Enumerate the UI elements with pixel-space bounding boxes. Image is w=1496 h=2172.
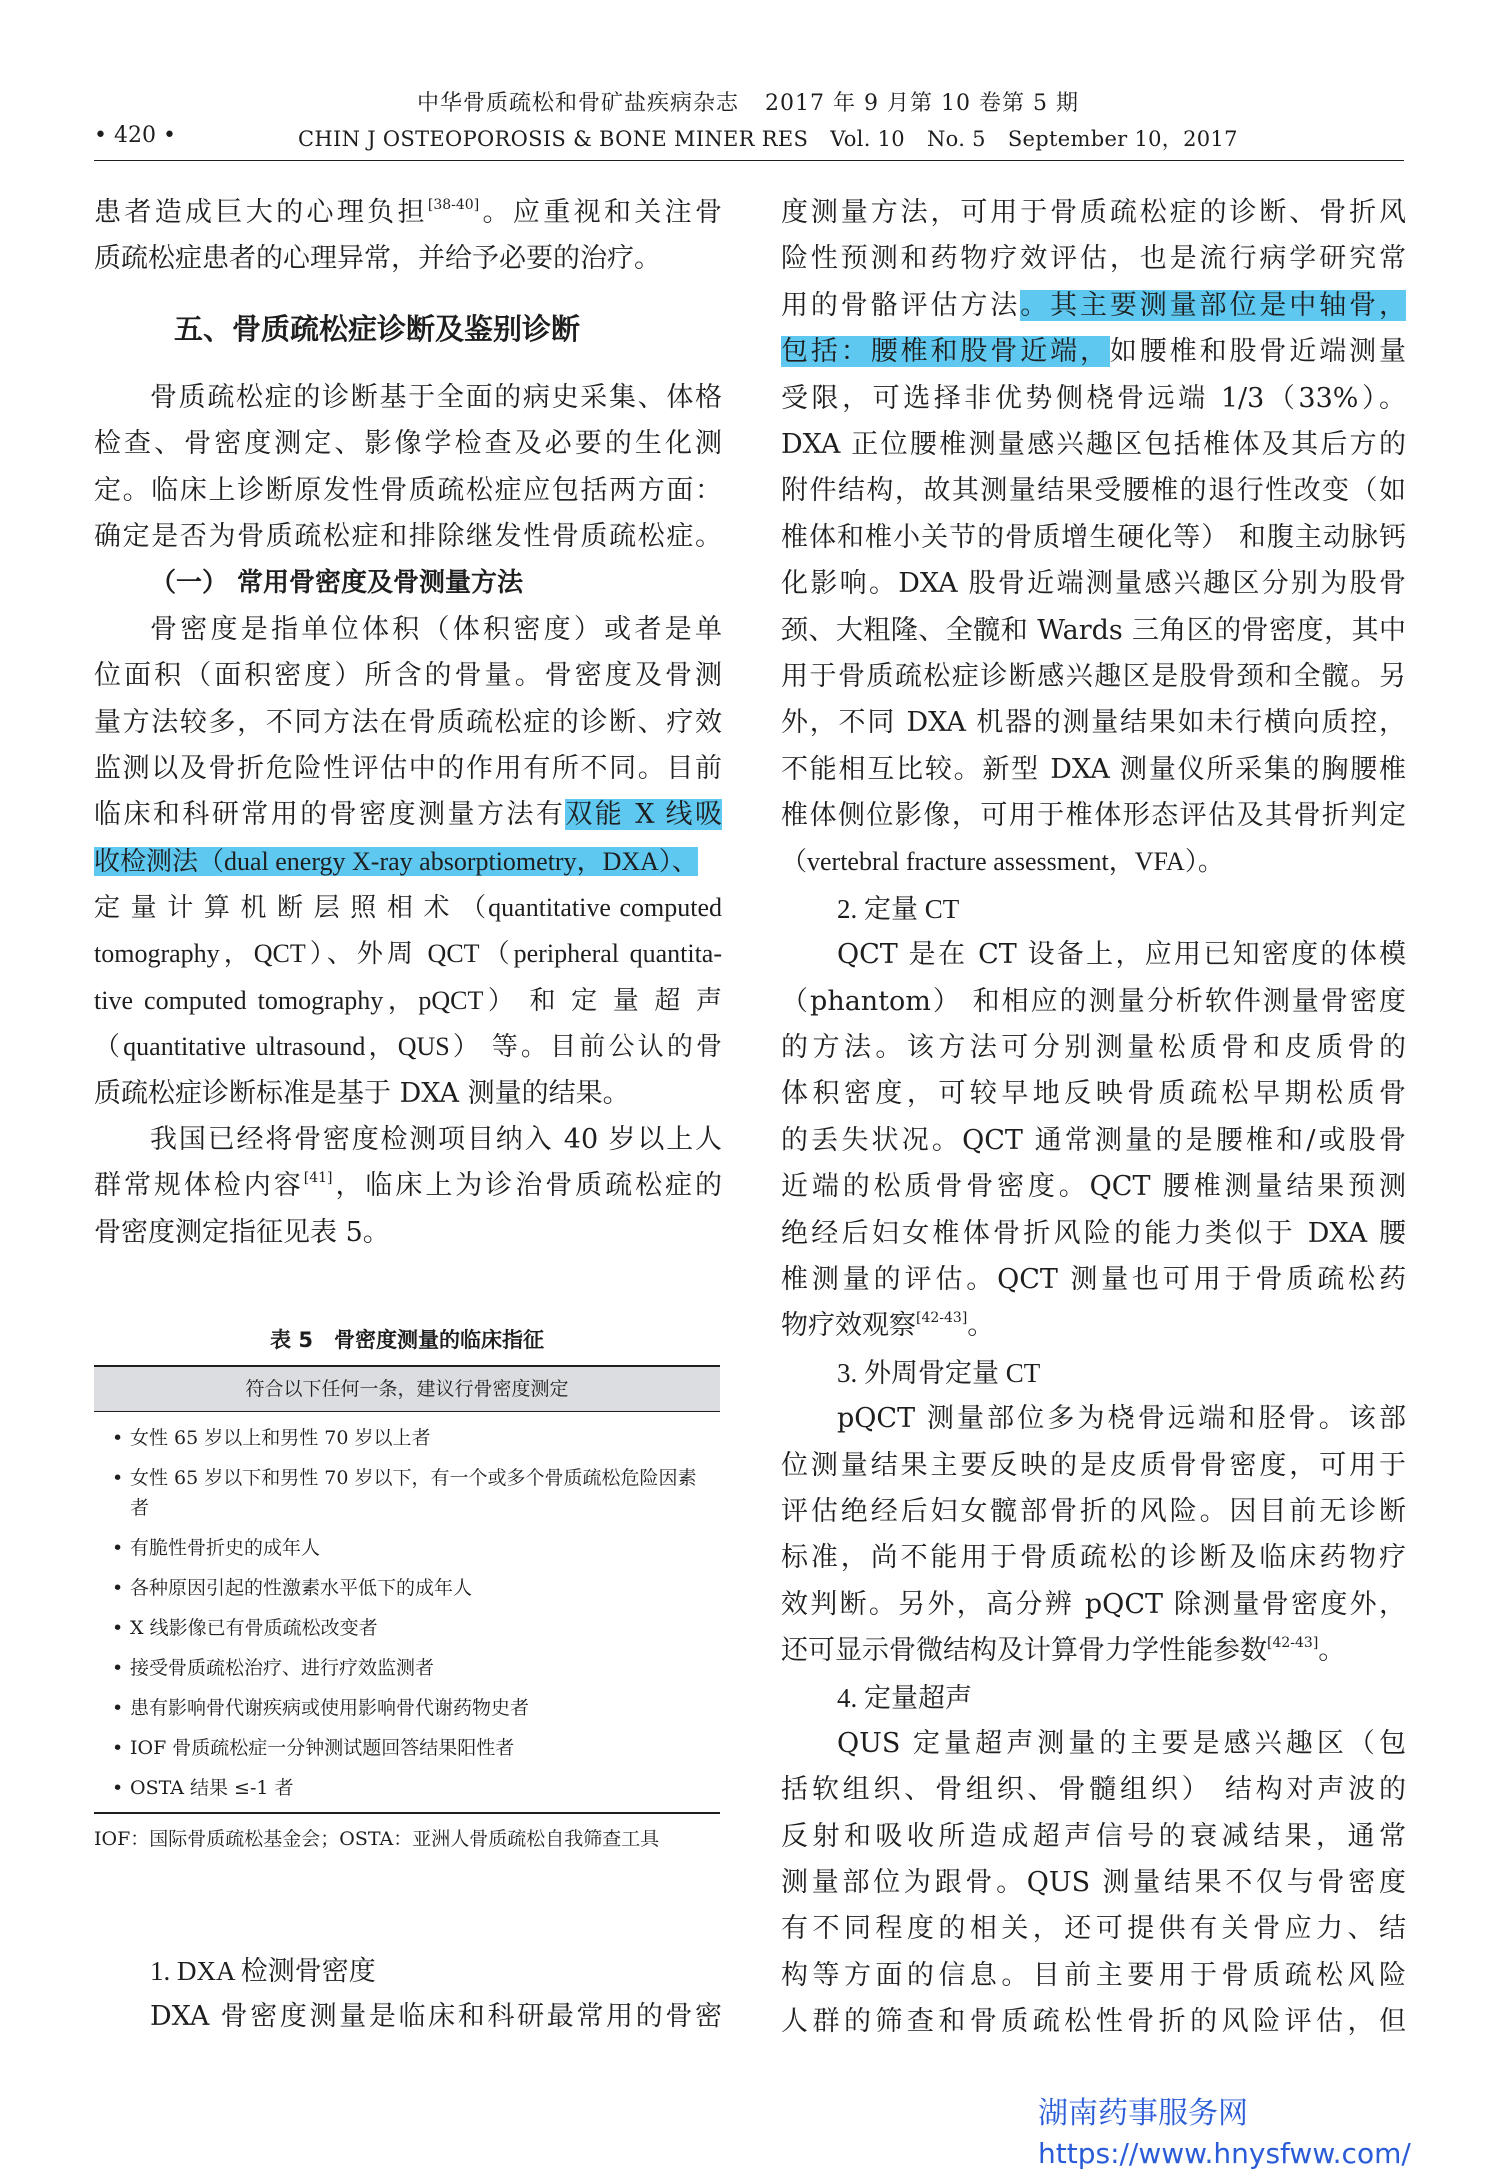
text-line: 骨质疏松症的诊断基于全面的病史采集、体格 bbox=[150, 381, 722, 413]
text-line: 附件结构，故其测量结果受腰椎的退行性改变（如 bbox=[781, 475, 1406, 507]
text-line: （quantitative ultrasound，QUS） 等。目前公认的骨 bbox=[94, 1032, 722, 1062]
text-line: 括软组织、骨组织、骨髓组织） 结构对声波的 bbox=[781, 1774, 1406, 1806]
text-line: 险性预测和药物疗效评估，也是流行病学研究常 bbox=[781, 243, 1406, 275]
text-line: QUS 定量超声测量的主要是感兴趣区（包 bbox=[837, 1727, 1406, 1759]
text-line: 用于骨质疏松症诊断感兴趣区是股骨颈和全髋。另 bbox=[781, 660, 1406, 692]
text-line: 椎体和椎小关节的骨质增生硬化等） 和腹主动脉钙 bbox=[781, 521, 1406, 553]
text-line: 反射和吸收所造成超声信号的衰减结果，通常 bbox=[781, 1820, 1406, 1852]
watermark bbox=[1038, 2092, 1478, 2172]
page-number: • 420 • bbox=[94, 123, 176, 148]
table-5 bbox=[94, 1315, 720, 1856]
watermark-url[interactable]: https://www.hnysfww.com/ bbox=[1038, 2137, 1411, 2170]
text-line: 颈、大粗隆、全髋和 Wards 三角区的骨密度，其中 bbox=[781, 614, 1406, 646]
text-line: 监测以及骨折危险性评估中的作用有所不同。目前 bbox=[94, 752, 722, 784]
text-line: pQCT 测量部位多为桡骨远端和胫骨。该部 bbox=[837, 1403, 1406, 1435]
subsection-heading: 1. DXA 检测骨密度 bbox=[150, 1956, 376, 1986]
issue-date: September 10，2017 bbox=[1007, 127, 1238, 151]
text-line: 的丢失状况。QCT 通常测量的是腰椎和/或股骨 bbox=[781, 1124, 1406, 1156]
bullet: • bbox=[112, 1467, 124, 1489]
text-line: tive computed tomography，pQCT） 和 定 量 超 声 bbox=[94, 985, 722, 1015]
subsection-heading: 4. 定量超声 bbox=[837, 1682, 972, 1713]
text-line: 标准，尚不能用于骨质疏松的诊断及临床药物疗 bbox=[781, 1542, 1406, 1574]
text-line: 评估绝经后妇女髋部骨折的风险。因目前无诊断 bbox=[781, 1495, 1406, 1527]
highlighted-text: 。其主要测量部位是中轴骨， bbox=[1020, 289, 1407, 321]
table-row: • 各种原因引起的性激素水平低下的成年人 bbox=[94, 1568, 720, 1608]
issue-number: No. 5 bbox=[926, 127, 986, 151]
text-line: 椎体侧位影像，可用于椎体形态评估及其骨折判定 bbox=[781, 800, 1406, 832]
text-line: 还可显示骨微结构及计算骨力学性能参数[42-43]。 bbox=[781, 1635, 1346, 1667]
text-line: QCT 是在 CT 设备上，应用已知密度的体模 bbox=[837, 939, 1406, 971]
volume: Vol. 10 bbox=[830, 127, 905, 151]
text-line: 近端的松质骨骨密度。QCT 腰椎测量结果预测 bbox=[781, 1171, 1406, 1203]
text-line: 的方法。该方法可分别测量松质骨和皮质骨的 bbox=[781, 1032, 1406, 1064]
text-line: 质疏松症诊断标准是基于 DXA 测量的结果。 bbox=[94, 1077, 630, 1109]
text-line: 定。临床上诊断原发性骨质疏松症应包括两方面： bbox=[94, 474, 722, 506]
text-line: 构等方面的信息。目前主要用于骨质疏松风险 bbox=[781, 1959, 1406, 1991]
highlighted-text: 收检测法（dual energy X-ray absorptiometry，DXA）、 bbox=[94, 846, 698, 876]
running-header-cn bbox=[0, 86, 1496, 117]
text-line: 量方法较多，不同方法在骨质疏松症的诊断、疗效 bbox=[94, 706, 722, 738]
bullet: • bbox=[112, 1427, 124, 1449]
right-column bbox=[781, 190, 1406, 2046]
table-row: • 有脆性骨折史的成年人 bbox=[94, 1528, 720, 1568]
text-line: 椎测量的评估。QCT 测量也可用于骨质疏松药 bbox=[781, 1263, 1406, 1295]
subsection-heading: 3. 外周骨定量 CT bbox=[837, 1357, 1041, 1388]
bullet: • bbox=[112, 1777, 124, 1799]
table-row: • X 线影像已有骨质疏松改变者 bbox=[94, 1608, 720, 1648]
text-line: 度测量方法，可用于骨质疏松症的诊断、骨折风 bbox=[781, 197, 1406, 228]
text-line: 骨密度是指单位体积（体积密度）或者是单 bbox=[150, 613, 722, 645]
watermark-site-name: 湖南药事服务网 bbox=[1038, 2096, 1248, 2131]
table-row: • IOF 骨质疏松症一分钟测试题回答结果阳性者 bbox=[94, 1728, 720, 1768]
text-line: 位测量结果主要反映的是皮质骨骨密度，可用于 bbox=[781, 1449, 1406, 1481]
text-line: 受限，可选择非优势侧桡骨远端 1/3（33%）。 bbox=[781, 382, 1406, 414]
table-header: 符合以下任何一条，建议行骨密度测定 bbox=[94, 1365, 720, 1412]
citation: [42-43] bbox=[916, 1310, 968, 1327]
issue-info-cn: 2017 年 9 月第 10 卷第 5 期 bbox=[765, 91, 1079, 116]
text-line: 确定是否为骨质疏松症和排除继发性骨质疏松症。 bbox=[94, 520, 722, 552]
text-line: 效判断。另外，高分辨 pQCT 除测量骨密度外， bbox=[781, 1588, 1406, 1620]
journal-name-cn: 中华骨质疏松和骨矿盐疾病杂志 bbox=[417, 91, 740, 116]
text-line: 骨密度测定指征见表 5。 bbox=[94, 1216, 390, 1248]
left-column bbox=[94, 190, 722, 1256]
table-row: • 接受骨质疏松治疗、进行疗效监测者 bbox=[94, 1648, 720, 1688]
bullet: • bbox=[112, 1697, 124, 1719]
table-body bbox=[94, 1412, 720, 1814]
table-row: • OSTA 结果 ≤-1 者 bbox=[94, 1768, 720, 1808]
text-line: 群常规体检内容[41]，临床上为诊治骨质疏松症的 bbox=[94, 1170, 723, 1202]
text-line: 定 量 计 算 机 断 层 照 相 术 （quantitative computed bbox=[94, 893, 722, 923]
citation: [41] bbox=[303, 1170, 333, 1187]
header-rule bbox=[94, 160, 1404, 161]
text-line bbox=[94, 839, 722, 885]
text-line: 外，不同 DXA 机器的测量结果如未行横向质控， bbox=[781, 707, 1406, 739]
text-line: 用的骨骼评估方法。其主要测量部位是中轴骨， bbox=[781, 289, 1407, 321]
bullet: • bbox=[112, 1737, 124, 1759]
bullet: • bbox=[112, 1657, 124, 1679]
text-line: DXA 骨密度测量是临床和科研最常用的骨密 bbox=[150, 2001, 722, 2033]
table-row: • 女性 65 岁以下和男性 70 岁以下，有一个或多个骨质疏松危险因素者 bbox=[94, 1458, 720, 1528]
bullet: • bbox=[112, 1537, 124, 1559]
text-line: 患者造成巨大的心理负担[38-40]。应重视和关注骨 bbox=[94, 197, 723, 228]
left-column-lower bbox=[94, 1948, 722, 2041]
text-line: 测量部位为跟骨。QUS 测量结果不仅与骨密度 bbox=[781, 1867, 1406, 1899]
text-line: 有不同程度的相关，还可提供有关骨应力、结 bbox=[781, 1913, 1406, 1945]
subsection-heading: 2. 定量 CT bbox=[837, 893, 960, 924]
subsection-title: （一） 常用骨密度及骨测量方法 bbox=[150, 568, 524, 599]
bullet: • bbox=[112, 1617, 124, 1639]
highlighted-text: 双能 X 线吸 bbox=[565, 799, 723, 831]
text-line: tomography，QCT）、外周 QCT（peripheral quantita- bbox=[94, 939, 722, 969]
citation: [38-40] bbox=[427, 197, 480, 213]
text-line: 位面积（面积密度）所含的骨量。骨密度及骨测 bbox=[94, 660, 722, 692]
text-line: 物疗效观察[42-43]。 bbox=[781, 1310, 995, 1342]
text-line: 检查、骨密度测定、影像学检查及必要的生化测 bbox=[94, 428, 722, 460]
text-line: DXA 正位腰椎测量感兴趣区包括椎体及其后方的 bbox=[781, 428, 1406, 460]
text-line: 质疏松症患者的心理异常，并给予必要的治疗。 bbox=[94, 243, 661, 275]
text-line: 体积密度，可较早地反映骨质疏松早期松质骨 bbox=[781, 1078, 1406, 1110]
citation: [42-43] bbox=[1267, 1635, 1319, 1652]
text-line: 人群的筛查和骨质疏松性骨折的风险评估，但 bbox=[781, 2006, 1406, 2038]
text-line: 绝经后妇女椎体骨折风险的能力类似于 DXA 腰 bbox=[781, 1217, 1406, 1249]
text-line: 化影响。DXA 股骨近端测量感兴趣区分别为股骨 bbox=[781, 568, 1406, 600]
text-line: （vertebral fracture assessment，VFA）。 bbox=[781, 847, 1224, 877]
table-title: 表 5 骨密度测量的临床指征 bbox=[270, 1328, 544, 1352]
table-row: • 患有影响骨代谢疾病或使用影响骨代谢药物史者 bbox=[94, 1688, 720, 1728]
text-line: 包括：腰椎和股骨近端，如腰椎和股骨近端测量 bbox=[781, 336, 1407, 368]
text-line: （phantom） 和相应的测量分析软件测量骨密度 bbox=[781, 985, 1406, 1017]
bullet: • bbox=[112, 1577, 124, 1599]
text-line: 不能相互比较。新型 DXA 测量仪所采集的胸腰椎 bbox=[781, 753, 1406, 785]
highlighted-text: 包括：腰椎和股骨近端， bbox=[781, 336, 1110, 368]
table-footnote: IOF：国际骨质疏松基金会；OSTA：亚洲人骨质疏松自我筛查工具 bbox=[94, 1828, 660, 1850]
running-header-en bbox=[298, 123, 1238, 153]
journal-name-en: CHIN J OSTEOPOROSIS & BONE MINER RES bbox=[298, 127, 809, 151]
text-line: 我国已经将骨密度检测项目纳入 40 岁以上人 bbox=[150, 1124, 722, 1156]
text-line: 临床和科研常用的骨密度测量方法有双能 X 线吸 bbox=[94, 799, 723, 831]
section-title: 五、骨质疏松症诊断及鉴别诊断 bbox=[174, 311, 581, 346]
table-row: • 女性 65 岁以上和男性 70 岁以上者 bbox=[94, 1418, 720, 1458]
